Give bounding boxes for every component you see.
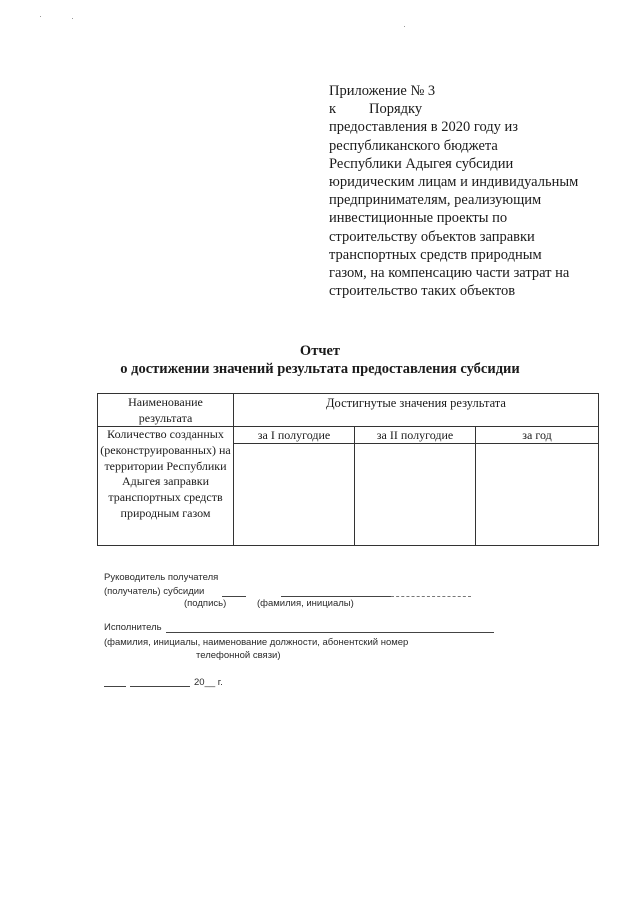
- report-title: Отчет: [299, 343, 341, 359]
- signature-caption: (подпись): [184, 598, 227, 609]
- name-caption: (фамилия, инициалы): [257, 598, 354, 609]
- scan-speck: [404, 26, 405, 27]
- results-table: [97, 393, 599, 546]
- appendix-line: предпринимателям, реализующим: [329, 192, 542, 209]
- result-name-cell: Количество созданных (реконструированных) на территории Республики Адыгея заправки транспортных средств природным газом: [98, 427, 234, 546]
- appendix-line: транспортных средств природным: [329, 246, 542, 263]
- appendix-line: Республики Адыгея субсидии: [329, 155, 514, 172]
- executor-caption-line1: (фамилия, инициалы, наименование должности, абонентский номер: [104, 637, 409, 648]
- signature-blank[interactable]: [222, 596, 246, 597]
- appendix-order: Порядку: [369, 101, 423, 118]
- appendix-block: [329, 82, 619, 300]
- date-day-blank[interactable]: [104, 686, 126, 687]
- appendix-line: предоставления в 2020 году из: [329, 119, 519, 136]
- col-second-half: за II полугодие: [355, 427, 476, 444]
- appendix-line: строительству объектов заправки: [329, 228, 535, 245]
- value-year-cell[interactable]: [476, 444, 599, 546]
- appendix-order-line: [329, 100, 619, 118]
- executor-caption-line2: телефонной связи): [196, 650, 281, 661]
- appendix-number: Приложение № 3: [329, 83, 436, 99]
- scan-speck: [40, 16, 41, 17]
- executor-label: Исполнитель: [104, 622, 162, 633]
- col-first-half: за I полугодие: [234, 427, 355, 444]
- appendix-k: к: [329, 101, 337, 118]
- col-year: за год: [476, 427, 599, 444]
- table-subheader-row: [98, 427, 599, 444]
- date-year-text: 20__ г.: [194, 677, 223, 688]
- report-subtitle: о достижении значений результата предоставления субсидии: [120, 361, 520, 377]
- name-blank-dashed: [391, 596, 471, 597]
- date-month-blank[interactable]: [130, 686, 190, 687]
- executor-blank[interactable]: [166, 632, 494, 633]
- appendix-line: республиканского бюджета: [329, 137, 498, 154]
- value-second-half-cell[interactable]: [355, 444, 476, 546]
- appendix-line: юридическим лицам и индивидуальным: [329, 174, 579, 191]
- appendix-line: инвестиционные проекты по: [329, 210, 508, 227]
- scan-speck: [72, 18, 73, 19]
- header-achieved-values: Достигнутые значения результата: [234, 394, 599, 427]
- header-result-name: Наименование результата: [98, 394, 234, 427]
- appendix-line: строительство таких объектов: [329, 283, 516, 300]
- value-first-half-cell[interactable]: [234, 444, 355, 546]
- name-blank[interactable]: [281, 596, 391, 597]
- table-header-row: [98, 394, 599, 427]
- head-label-line2: (получатель) субсидии: [104, 586, 205, 597]
- appendix-line: газом, на компенсацию части затрат на: [329, 265, 570, 282]
- head-label-line1: Руководитель получателя: [104, 572, 219, 583]
